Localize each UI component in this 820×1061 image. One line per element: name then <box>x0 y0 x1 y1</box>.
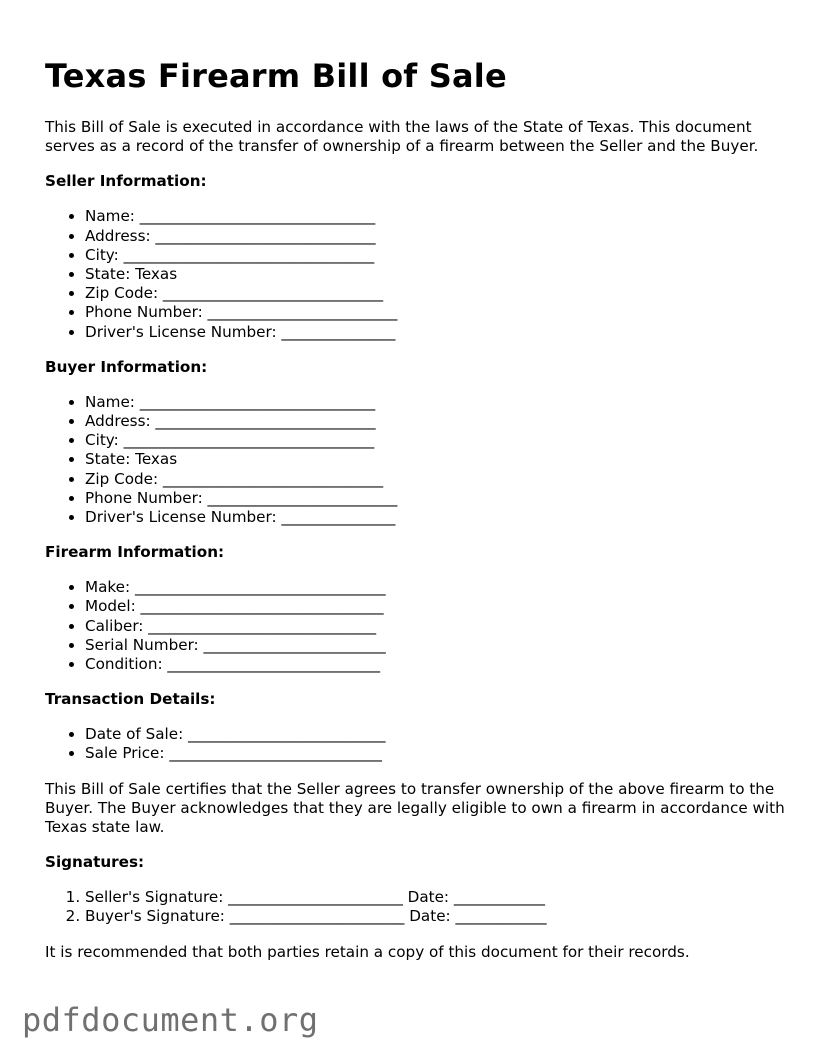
buyer-list <box>45 393 785 527</box>
seller-signature: 1. Seller's Signature: _______________________ Date: ____________ <box>85 888 785 907</box>
buyer-name: • Name: _______________________________ <box>85 393 785 412</box>
firearm-list <box>45 578 785 674</box>
firearm-serial: • Serial Number: ________________________ <box>85 636 785 655</box>
firearm-make: • Make: _________________________________ <box>85 578 785 597</box>
buyer-city: • City: _________________________________ <box>85 431 785 450</box>
buyer-signature: 2. Buyer's Signature: _______________________ Date: ____________ <box>85 907 785 926</box>
document-page <box>45 56 785 978</box>
firearm-condition: • Condition: ____________________________ <box>85 655 785 674</box>
signatures-heading: Signatures: <box>45 853 145 872</box>
buyer-heading: Buyer Information: <box>45 357 208 376</box>
signatures-list <box>45 888 785 926</box>
firearm-model: • Model: ________________________________ <box>85 597 785 616</box>
buyer-license: • Driver's License Number: _______________ <box>85 508 785 527</box>
seller-phone: • Phone Number: _________________________ <box>85 303 785 322</box>
seller-list <box>45 207 785 341</box>
transaction-list <box>45 725 785 763</box>
seller-name: • Name: _______________________________ <box>85 207 785 226</box>
seller-zip: • Zip Code: _____________________________ <box>85 284 785 303</box>
buyer-phone: • Phone Number: _________________________ <box>85 489 785 508</box>
firearm-heading: Firearm Information: <box>45 543 225 562</box>
document-title: Texas Firearm Bill of Sale <box>45 57 507 95</box>
seller-heading: Seller Information: <box>45 172 207 191</box>
watermark-text: pdfdocument.org <box>22 1001 319 1039</box>
closing-paragraph: It is recommended that both parties retain a copy of this document for their records. <box>45 942 690 961</box>
firearm-caliber: • Caliber: ______________________________ <box>85 617 785 636</box>
buyer-zip: • Zip Code: _____________________________ <box>85 470 785 489</box>
certification-paragraph: This Bill of Sale certifies that the Seller agrees to transfer ownership of the above firearm to the Buyer. The Buyer acknowledges that they are legally eligible to own a firearm in accordance with Texas state law. <box>45 779 785 837</box>
seller-state: • State: Texas <box>85 265 785 284</box>
seller-address: • Address: _____________________________ <box>85 227 785 246</box>
transaction-price: • Sale Price: ____________________________ <box>85 744 785 763</box>
buyer-state: • State: Texas <box>85 450 785 469</box>
seller-city: • City: _________________________________ <box>85 246 785 265</box>
intro-paragraph: This Bill of Sale is executed in accordance with the laws of the State of Texas. This document serves as a record of the transfer of ownership of a firearm between the Seller and the Buyer. <box>45 118 759 156</box>
transaction-date: • Date of Sale: __________________________ <box>85 725 785 744</box>
transaction-heading: Transaction Details: <box>45 690 216 709</box>
buyer-address: • Address: _____________________________ <box>85 412 785 431</box>
seller-license: • Driver's License Number: _______________ <box>85 323 785 342</box>
